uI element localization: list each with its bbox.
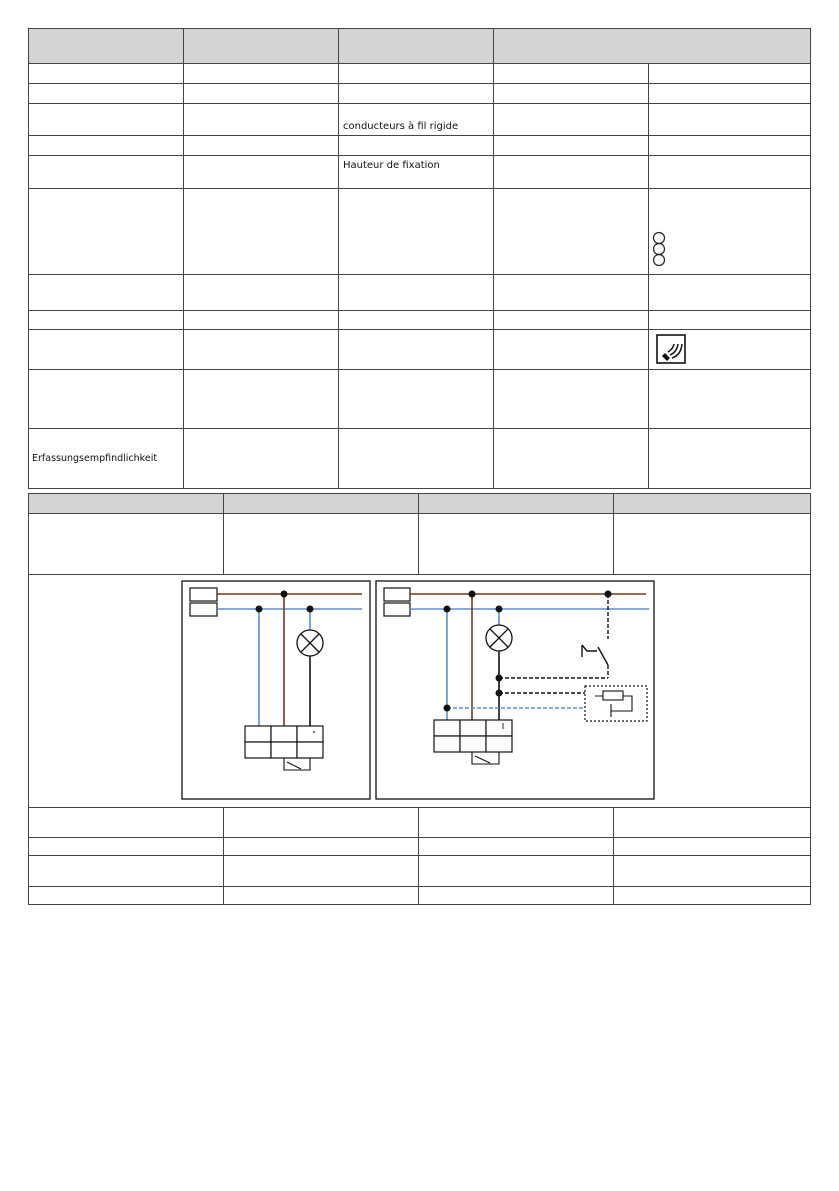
wiring-diagram-basic <box>182 581 370 799</box>
table-row <box>29 856 811 887</box>
table-header-row <box>29 494 811 514</box>
remote-signal-icon <box>656 334 686 364</box>
table-row <box>29 64 811 84</box>
table-row <box>29 311 811 330</box>
terminal-n <box>190 603 217 616</box>
wiring-diagram-extension <box>376 581 654 799</box>
wiring-table <box>28 493 811 905</box>
header-cell-2 <box>184 29 339 64</box>
diagram-row <box>29 575 811 808</box>
wiring-diagrams <box>29 575 811 807</box>
lamp-icon <box>297 630 323 656</box>
mounting-height-text: Hauteur de fixation <box>343 160 440 171</box>
table-header-row <box>29 29 811 64</box>
table-row <box>29 104 811 136</box>
table-row <box>29 275 811 311</box>
three-circles-icon <box>651 231 671 271</box>
table-row <box>29 370 811 429</box>
wiring-diagram-cell <box>29 575 811 808</box>
table-row <box>29 189 811 275</box>
rigid-conductors-text: conducteurs à fil rigide <box>343 121 459 132</box>
table-row <box>29 429 811 489</box>
table-row <box>29 514 811 575</box>
header-cell-4 <box>494 29 811 64</box>
terminal-block <box>245 726 323 758</box>
header-cell-1 <box>29 29 184 64</box>
header-cell-3 <box>339 29 494 64</box>
table-row <box>29 887 811 905</box>
spec-table <box>28 28 811 489</box>
table-row <box>29 330 811 370</box>
table-row <box>29 808 811 838</box>
detection-sensitivity-label: Erfassungsempfindlichkeit <box>32 452 158 464</box>
table-row <box>29 156 811 189</box>
terminal-n <box>384 603 410 616</box>
terminal-block <box>434 720 512 752</box>
lamp-icon <box>486 625 512 651</box>
terminal-l <box>384 588 410 601</box>
terminal-l <box>190 588 217 601</box>
table-row <box>29 84 811 104</box>
table-row <box>29 136 811 156</box>
table-row <box>29 838 811 856</box>
